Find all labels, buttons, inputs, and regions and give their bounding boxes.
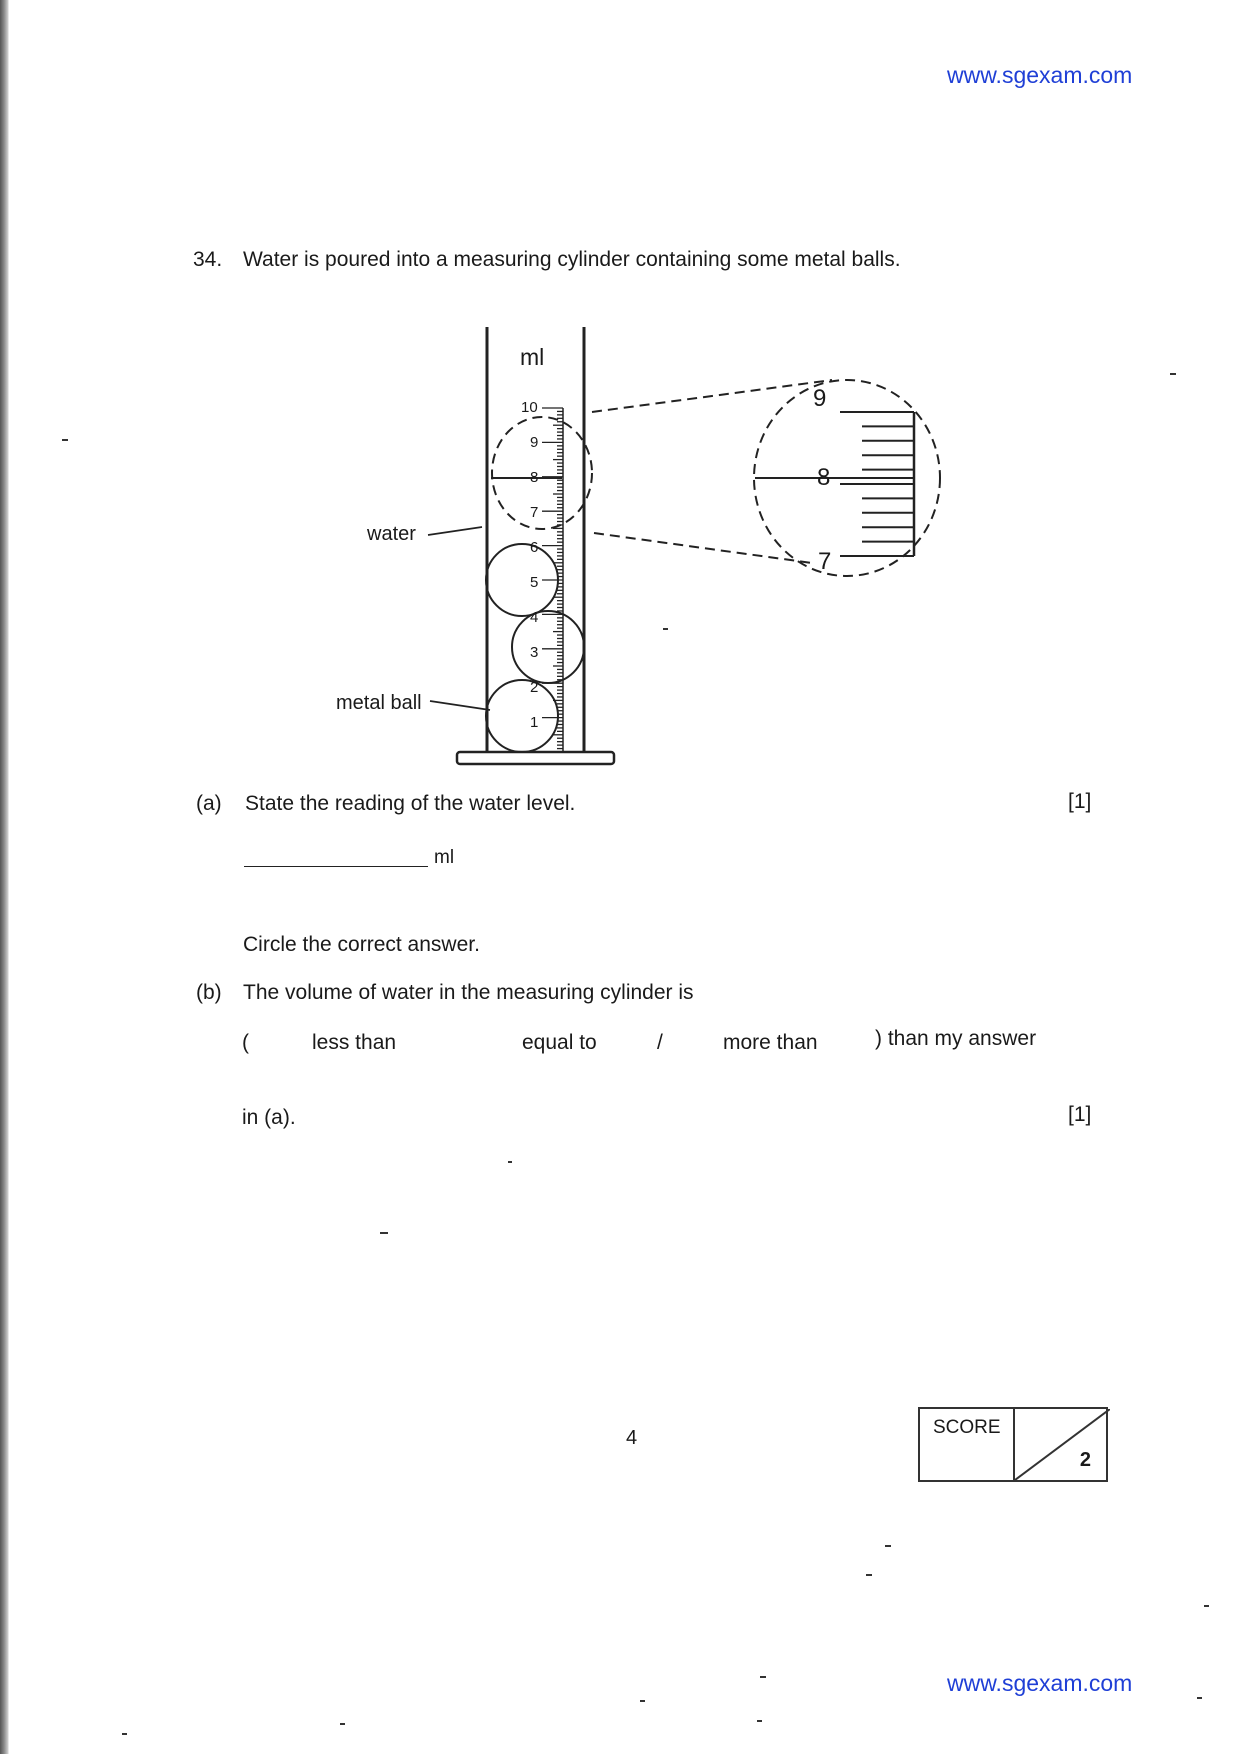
- question-stem: Water is poured into a measuring cylinder containing some metal balls.: [243, 248, 901, 271]
- scale-label-5: 5: [530, 574, 539, 591]
- metal-ball: [486, 680, 558, 752]
- part-a-answer-unit: ml: [434, 847, 455, 868]
- scan-speck: [340, 1723, 345, 1725]
- part-b-label: (b): [196, 981, 222, 1004]
- scan-speck: [1170, 373, 1176, 375]
- scan-speck: [885, 1545, 891, 1547]
- scale-label-4: 4: [530, 609, 539, 626]
- scan-speck: [1204, 1605, 1209, 1607]
- part-b-tail: ) than my answer: [875, 1027, 1037, 1050]
- option-equal-to[interactable]: equal to: [522, 1031, 597, 1054]
- option-less-than[interactable]: less than: [312, 1031, 397, 1054]
- part-b-continuation: in (a).: [242, 1106, 296, 1129]
- part-a-answer-blank[interactable]: [244, 866, 428, 867]
- metal-ball: [512, 611, 584, 683]
- instruction-text: Circle the correct answer.: [243, 933, 480, 956]
- option-more-than[interactable]: more than: [723, 1031, 818, 1054]
- footer-website-link[interactable]: www.sgexam.com: [947, 1670, 1133, 1696]
- scan-speck: [640, 1700, 645, 1702]
- scale-label-8: 8: [530, 469, 539, 486]
- scale-label-2: 2: [530, 679, 539, 696]
- part-b-marks: [1]: [1068, 1103, 1092, 1126]
- page-number: 4: [626, 1427, 638, 1449]
- scan-speck: [508, 1161, 512, 1163]
- metal-ball-label: metal ball: [336, 692, 422, 714]
- scan-speck: [1197, 1697, 1202, 1699]
- zoom-label-9: 9: [813, 385, 827, 412]
- scale-label-1: 1: [530, 714, 539, 731]
- part-a-marks: [1]: [1068, 790, 1092, 813]
- water-label: water: [367, 523, 416, 545]
- scale-label-7: 7: [530, 504, 539, 521]
- scan-speck: [757, 1720, 762, 1722]
- part-b-open-paren: (: [242, 1031, 249, 1054]
- option-separator: /: [657, 1031, 663, 1054]
- zoom-label-7: 7: [818, 548, 832, 575]
- score-box: [918, 1407, 1108, 1482]
- scan-speck: [760, 1676, 766, 1678]
- part-a-prompt: State the reading of the water level.: [245, 792, 576, 815]
- header-website-link[interactable]: www.sgexam.com: [947, 62, 1133, 88]
- score-total: 2: [1079, 1449, 1091, 1471]
- scale-label-9: 9: [530, 434, 539, 451]
- question-number: 34.: [193, 248, 223, 271]
- scale-label-3: 3: [530, 644, 539, 661]
- small-dashed-circle: [492, 417, 592, 529]
- scan-speck: [663, 628, 668, 630]
- scale-label-6: 6: [530, 539, 539, 556]
- score-diagonal: [1015, 1409, 1110, 1480]
- zoom-label-8: 8: [817, 464, 831, 491]
- scan-speck: [380, 1232, 388, 1234]
- unit-label: ml: [520, 344, 545, 370]
- scale-label-10: 10: [521, 399, 538, 416]
- scan-speck: [122, 1733, 127, 1735]
- scan-speck: [866, 1574, 872, 1576]
- score-label-cell: [920, 1409, 1015, 1480]
- scan-speck: [62, 439, 68, 441]
- part-b-prompt: The volume of water in the measuring cylinder is: [243, 981, 694, 1004]
- part-a-label: (a): [196, 792, 222, 815]
- score-label: SCORE: [933, 1417, 1001, 1438]
